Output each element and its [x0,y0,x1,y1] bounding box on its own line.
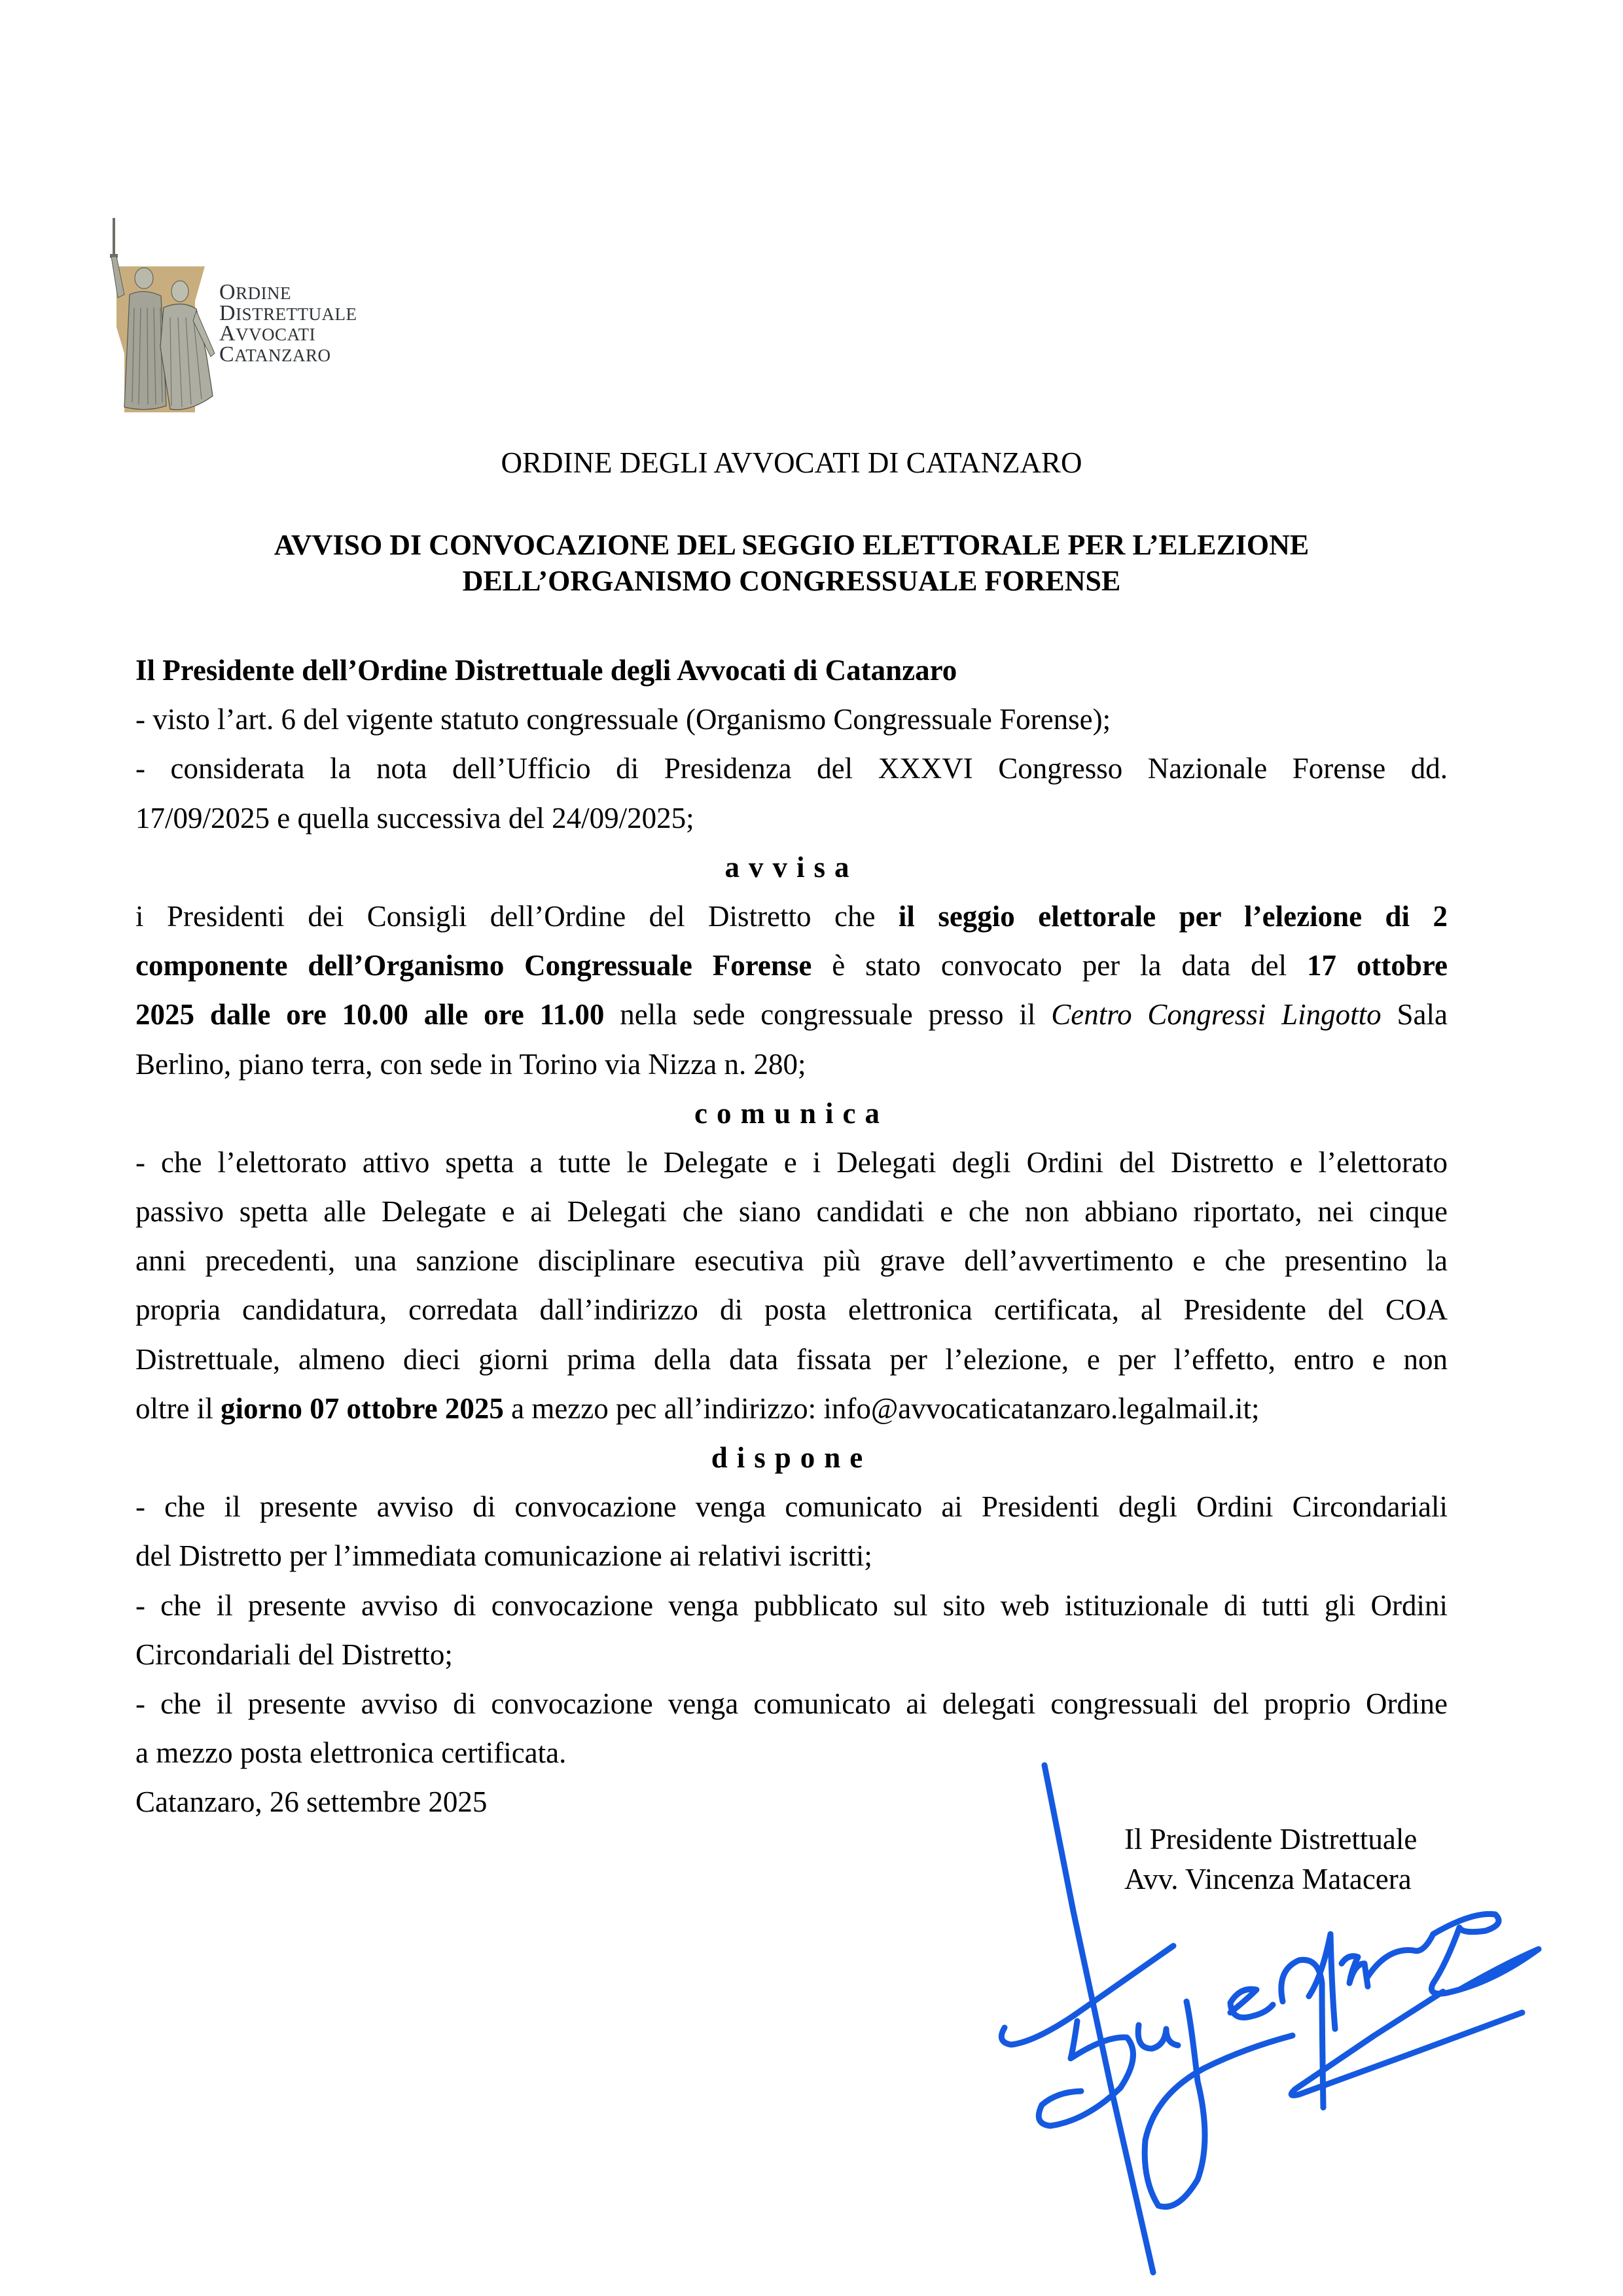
logo-line-ordine: ORDINE [219,280,292,304]
avvisa-line-3: 2025 dalle ore 10.00 alle ore 11.00 nella sede congressuale presso il Centro Congressi Lingotto Sala [135,998,1448,1031]
avvisa-line-1: i Presidenti dei Consigli dell’Ordine del Distretto che il seggio elettorale per l’elezione di 2 [135,899,1448,933]
comunica-line-3: anni precedenti, una sanzione disciplinare esecutiva più grave dell’avvertimento e che presentino la [135,1244,1448,1278]
comunica-line-2: passivo spetta alle Delegate e ai Delegati che siano candidati e che non abbiano riportato, nei cinque [135,1195,1448,1229]
dispone-line-3: - che il presente avviso di convocazione venga pubblicato sul sito web istituzionale di tutti gli Ordini [135,1588,1448,1622]
document-body [135,646,1448,1827]
dispone-line-4: Circondariali del Distretto; [135,1638,453,1671]
comunica-line-1: - che l’elettorato attivo spetta a tutte le Delegate e i Delegati degli Ordini del Distretto e l’elettorato [135,1145,1448,1179]
comunica-line-4: propria candidatura, corredata dall’indirizzo di posta elettronica certificata, al Presidente del COA [135,1293,1448,1327]
premise-2-line-2: 17/09/2025 e quella successiva del 24/09/2025; [135,801,694,834]
document-title-line-2: DELL’ORGANISMO CONGRESSUALE FORENSE [462,565,1121,597]
logo-text [219,280,357,367]
section-heading-dispone: dispone [711,1441,872,1474]
logo-line-avvocati: AVVOCATI [219,321,316,346]
organization-title: ORDINE DEGLI AVVOCATI DI CATANZARO [501,446,1082,479]
dispone-line-2: del Distretto per l’immediata comunicazione ai relativi iscritti; [135,1539,872,1573]
dispone-line-1: - che il presente avviso di convocazione venga comunicato ai Presidenti degli Ordini Circondariali [135,1490,1448,1524]
signature-block [1124,1820,1417,1899]
comunica-line-6: oltre il giorno 07 ottobre 2025 a mezzo pec all’indirizzo: info@avvocaticatanzaro.legalmail.it; [135,1391,1260,1425]
pec-email: a mezzo pec all’indirizzo: info@avvocaticatanzaro.legalmail.it; [503,1391,1260,1425]
premise-1: - visto l’art. 6 del vigente statuto congressuale (Organismo Congressuale Forense); [135,703,1111,736]
avvisa-line-4: Berlino, piano terra, con sede in Torino via Nizza n. 280; [135,1047,806,1081]
signatory-role: Il Presidente Distrettuale [1124,1823,1418,1856]
dispone-line-5: - che il presente avviso di convocazione venga comunicato ai delegati congressuali del proprio Ordine [135,1687,1448,1720]
document-title [135,527,1448,599]
logo-line-catanzaro: CATANZARO [219,342,331,367]
place-and-date: Catanzaro, 26 settembre 2025 [135,1785,488,1819]
signatory-name: Avv. Vincenza Matacera [1124,1863,1412,1895]
logo [98,196,357,419]
logo-line-distrettuale: DISTRETTUALE [219,300,357,325]
avvisa-line-2: componente dell’Organismo Congressuale Forense è stato convocato per la data del 17 ottobre [135,949,1448,982]
dispone-line-6: a mezzo posta elettronica certificata. [135,1736,567,1770]
comunica-line-5: Distrettuale, almeno dieci giorni prima della data fissata per l’elezione, e per l’effetto, entro e non [135,1342,1448,1376]
section-heading-comunica: comunica [694,1096,889,1130]
section-heading-avvisa: avvisa [724,850,859,884]
document-title-line-1: AVVISO DI CONVOCAZIONE DEL SEGGIO ELETTORALE PER L’ELEZIONE [274,529,1310,561]
intro-heading: Il Presidente dell’Ordine Distrettuale degli Avvocati di Catanzaro [135,654,957,687]
premise-2-line-1: - considerata la nota dell’Ufficio di Presidenza del XXXVI Congresso Nazionale Forense dd. [135,752,1448,785]
